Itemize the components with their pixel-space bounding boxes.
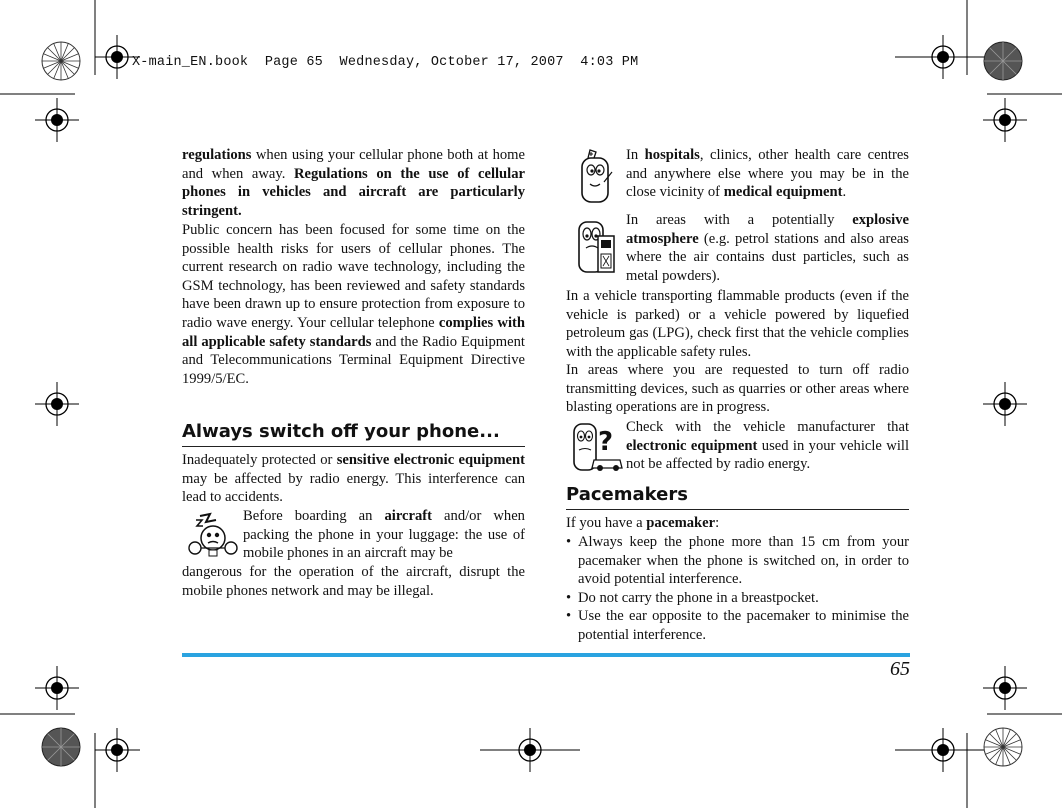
fuel-pump-warning-icon	[574, 214, 618, 276]
svg-text:?: ?	[598, 427, 614, 457]
pacemaker-bullet-list	[566, 533, 909, 645]
left-paragraph-public-concern: Public concern has been focused for some time on the possible health risks for users of cellular phones. The current research on radio wave technology, including the GSM technology, has been reviewed and safety standards have been drawn up to ensure protection from exposure to radio wave energy. Your cellular telephone complies with all applicable safety standards and the Radio Equipment and Telecommunications Terminal Equipment Directive 1999/5/EC.	[182, 222, 525, 387]
hospital-warning-icon	[574, 148, 618, 208]
book-name: X-main_EN.book	[132, 55, 249, 70]
left-paragraph-electronic-equipment: Inadequately protected or sensitive electronic equipment may be affected by radio energy. This interference can lead to accidents.	[182, 452, 525, 506]
right-paragraph-explosive: In areas with a potentially explosive atmosphere (e.g. petrol stations and also areas where the air contains dust particles, such as metal powders).	[626, 212, 909, 284]
left-paragraph-aircraft: Before boarding an aircraft and/or when packing the phone in your luggage: the use of mobile phones in an aircraft may be	[243, 508, 525, 562]
right-paragraph-vehicle-manufacturer: Check with the vehicle manufacturer that electronic equipment used in your vehicle will not be affected by radio energy.	[626, 419, 909, 473]
left-paragraph-aircraft-cont: dangerous for the operation of the aircraft, disrupt the mobile phones network and may be illegal.	[182, 564, 525, 599]
section-heading-pacemakers: Pacemakers	[566, 484, 688, 505]
print-time: 4:03 PM	[580, 55, 639, 70]
right-paragraph-hospitals: In hospitals, clinics, other health care centres and anywhere else where you may be in the close vicinity of medical equipment.	[626, 147, 909, 201]
print-slug	[132, 55, 638, 70]
print-date: Wednesday, October 17, 2007	[339, 55, 564, 70]
list-item: • Do not carry the phone in a breastpocket.	[566, 589, 909, 608]
left-paragraph-regulations: regulations when using your cellular phone both at home and when away. Regulations on the use of cellular phones in vehicles and aircraft are particularly stringent.	[182, 147, 525, 219]
footer-accent-bar	[182, 653, 910, 657]
list-item: • Always keep the phone more than 15 cm from your pacemaker when the phone is switched on, in order to avoid potential interference.	[566, 533, 909, 589]
heading-rule	[566, 509, 909, 510]
vehicle-question-icon	[570, 420, 626, 474]
right-paragraph-blasting: In areas where you are requested to turn off radio transmitting devices, such as quarries or other areas where blasting operations are in progress.	[566, 362, 909, 416]
aircraft-warning-icon	[186, 510, 240, 560]
right-paragraph-pacemaker-intro: If you have a pacemaker:	[566, 515, 720, 531]
list-item: • Use the ear opposite to the pacemaker to minimise the potential interference.	[566, 607, 909, 644]
section-heading-switch-off: Always switch off your phone...	[182, 421, 500, 442]
page-label: Page 65	[264, 55, 323, 70]
right-paragraph-flammable-vehicle: In a vehicle transporting flammable products (even if the vehicle is parked) or a vehicle powered by liquefied petroleum gas (LPG), check first that the vehicle complies with the applicable safety rules.	[566, 288, 909, 360]
heading-rule	[182, 446, 525, 447]
page-number: 65	[890, 658, 910, 680]
